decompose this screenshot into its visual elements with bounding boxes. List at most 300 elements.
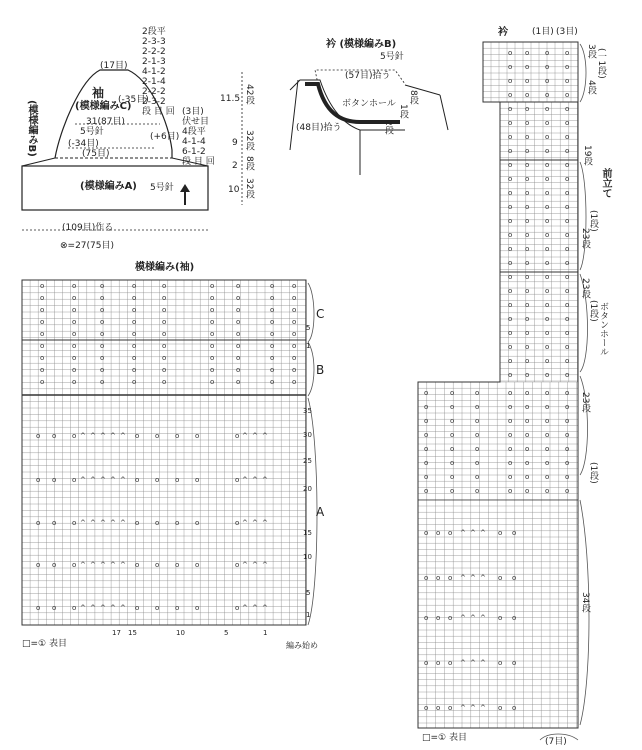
stitch-symbol: ^	[252, 561, 258, 569]
stitch-symbol: o	[72, 561, 77, 569]
stitch-symbol: o	[565, 315, 570, 323]
stitch-symbol: ^	[110, 519, 116, 527]
stitch-symbol: o	[475, 487, 480, 495]
count75: (75目)	[82, 149, 110, 159]
stitch-symbol: o	[175, 432, 180, 440]
stitch-symbol: o	[508, 357, 513, 365]
col-num: 15	[128, 629, 137, 637]
stitch-symbol: o	[235, 604, 240, 612]
stitch-symbol: o	[40, 378, 45, 386]
stitch-symbol: o	[565, 203, 570, 211]
dim-num: 9	[232, 138, 238, 148]
stitch-symbol: o	[270, 282, 275, 290]
stitch-symbol: ^	[262, 476, 268, 484]
stitch-symbol: o	[162, 366, 167, 374]
stitch-symbol: ^	[242, 561, 248, 569]
stitch-symbol: o	[36, 476, 41, 484]
stitch-symbol: o	[424, 459, 429, 467]
stitch-symbol: o	[424, 529, 429, 537]
stitch-symbol: o	[512, 574, 517, 582]
count3: (3目)	[182, 107, 204, 117]
stitch-symbol: ^	[90, 519, 96, 527]
stitch-symbol: ^	[480, 574, 486, 582]
stitch-symbol: o	[525, 301, 530, 309]
stitch-symbol: o	[424, 389, 429, 397]
stitch-symbol: o	[565, 105, 570, 113]
pattern-c-label: (模様編みC)	[75, 101, 132, 112]
stitch-symbol: o	[545, 417, 550, 425]
stitch-symbol: o	[72, 366, 77, 374]
stitch-symbol: ^	[80, 604, 86, 612]
stitch-symbol: o	[100, 342, 105, 350]
stitch-symbol: o	[508, 203, 513, 211]
stitch-symbol: ^	[110, 604, 116, 612]
stitch-symbol: o	[508, 49, 513, 57]
stitch-symbol: o	[498, 529, 503, 537]
stitch-symbol: o	[52, 561, 57, 569]
stitch-symbol: o	[36, 519, 41, 527]
collar-needle: 5号針	[380, 52, 404, 62]
stitch-symbol: o	[525, 431, 530, 439]
stitch-symbol: o	[135, 604, 140, 612]
stitch-symbol: o	[436, 614, 441, 622]
stitch-symbol: o	[36, 604, 41, 612]
row-num: 20	[303, 485, 312, 493]
stitch-symbol: o	[512, 529, 517, 537]
stitch-symbol: o	[545, 403, 550, 411]
stitch-symbol: ^	[100, 432, 106, 440]
stitch-symbol: o	[436, 704, 441, 712]
stitch-symbol: o	[72, 330, 77, 338]
stitch-symbol: ^	[480, 704, 486, 712]
stitch-symbol: o	[508, 473, 513, 481]
stitch-symbol: o	[436, 529, 441, 537]
stitch-symbol: ^	[480, 614, 486, 622]
stitch-symbol: o	[565, 301, 570, 309]
stitch-symbol: ^	[110, 432, 116, 440]
stitch-symbol: o	[508, 217, 513, 225]
stitch-symbol: o	[195, 476, 200, 484]
buttonhole-side-label: ボタンホール	[598, 302, 608, 356]
stitch-symbol: ^	[252, 604, 258, 612]
dim-rows: 8段	[244, 156, 254, 171]
col-num: 1	[263, 629, 268, 637]
stitch-symbol: o	[436, 659, 441, 667]
side-label: (1段)	[588, 300, 598, 322]
stitch-symbol: o	[448, 614, 453, 622]
stitch-symbol: o	[72, 378, 77, 386]
stitch-symbol: o	[210, 354, 215, 362]
stitch-symbol: o	[545, 217, 550, 225]
stitch-symbol: o	[72, 282, 77, 290]
stitch-symbol: o	[565, 217, 570, 225]
stitch-symbol: o	[100, 366, 105, 374]
stitch-symbol: o	[450, 487, 455, 495]
stitch-symbol: o	[508, 403, 513, 411]
stitch-symbol: o	[475, 431, 480, 439]
sleeve-title: 袖	[92, 86, 105, 100]
stitch-symbol: o	[545, 431, 550, 439]
stitch-symbol: o	[292, 330, 297, 338]
stitch-symbol: o	[40, 354, 45, 362]
stitch-symbol: o	[424, 487, 429, 495]
stitch-symbol: o	[525, 63, 530, 71]
stitch-symbol: o	[40, 342, 45, 350]
stitch-symbol: o	[72, 294, 77, 302]
side-label: 4段	[586, 80, 596, 95]
stitch-symbol: o	[545, 473, 550, 481]
stitch-symbol: o	[475, 473, 480, 481]
stitch-symbol: o	[545, 445, 550, 453]
stitch-symbol: o	[545, 91, 550, 99]
stitch-symbol: o	[236, 282, 241, 290]
stitch-symbol: o	[100, 306, 105, 314]
front-collar-label: 衿	[498, 27, 508, 38]
stitch-symbol: o	[72, 476, 77, 484]
stitch-symbol: o	[508, 133, 513, 141]
stitch-symbol: ^	[252, 432, 258, 440]
stitch-symbol: o	[565, 343, 570, 351]
stitch-symbol: o	[545, 175, 550, 183]
stitch-symbol: o	[270, 306, 275, 314]
fuse-label: 伏せ目	[182, 117, 210, 127]
stitch-symbol: o	[545, 203, 550, 211]
stitch-symbol: o	[525, 105, 530, 113]
stitch-symbol: ^	[470, 659, 476, 667]
stitch-symbol: o	[475, 403, 480, 411]
stitch-symbol: o	[545, 357, 550, 365]
stitch-symbol: ^	[80, 476, 86, 484]
stitch-symbol: ^	[470, 529, 476, 537]
circle-note: ⊗=27(75目)	[60, 241, 115, 251]
stitch-symbol: o	[175, 519, 180, 527]
stitch-symbol: o	[508, 105, 513, 113]
stitch-symbol: ^	[120, 561, 126, 569]
stitch-symbol: o	[545, 329, 550, 337]
stitch-symbol: ^	[242, 519, 248, 527]
stitch-symbol: o	[508, 231, 513, 239]
stitch-symbol: ^	[460, 574, 466, 582]
stitch-symbol: o	[292, 366, 297, 374]
stitch-symbol: o	[565, 245, 570, 253]
stitch-symbol: ^	[242, 476, 248, 484]
col-num: 10	[176, 629, 185, 637]
stitch-symbol: o	[210, 306, 215, 314]
stitch-symbol: o	[235, 561, 240, 569]
row-num: 30	[303, 431, 312, 439]
stitch-symbol: o	[508, 119, 513, 127]
stitch-symbol: o	[424, 445, 429, 453]
side-label: 23段	[580, 392, 590, 413]
stitch-symbol: o	[545, 77, 550, 85]
stitch-symbol: o	[270, 294, 275, 302]
stitch-symbol: o	[565, 473, 570, 481]
stitch-symbol: o	[525, 147, 530, 155]
stitch-symbol: o	[292, 342, 297, 350]
stitch-symbol: o	[436, 574, 441, 582]
stitch-symbol: o	[100, 354, 105, 362]
front-count3: (3目)	[556, 27, 578, 37]
row-num: 10	[303, 553, 312, 561]
stitch-symbol: o	[565, 371, 570, 379]
stitch-symbol: o	[545, 273, 550, 281]
stitch-symbol: o	[448, 704, 453, 712]
side-label: 34段	[580, 592, 590, 613]
stitch-symbol: o	[508, 371, 513, 379]
stitch-symbol: o	[525, 119, 530, 127]
stitch-symbol: o	[525, 175, 530, 183]
stitch-symbol: o	[235, 476, 240, 484]
stitch-symbol: o	[210, 366, 215, 374]
stitch-symbol: o	[162, 342, 167, 350]
front-band-label: 前立て	[600, 168, 611, 198]
stitch-symbol: o	[565, 287, 570, 295]
front-bottom-count: (7目)	[545, 737, 567, 747]
pick57-label: (57目)拾う	[345, 71, 391, 81]
stitch-symbol: ^	[470, 614, 476, 622]
stitch-symbol: o	[565, 175, 570, 183]
stitch-symbol: o	[448, 659, 453, 667]
stitch-symbol: o	[450, 445, 455, 453]
stitch-symbol: o	[525, 417, 530, 425]
col-num: 17	[112, 629, 121, 637]
stitch-symbol: o	[508, 329, 513, 337]
stitch-symbol: ^	[460, 529, 466, 537]
stitch-symbol: o	[508, 147, 513, 155]
row-num: 5	[306, 589, 311, 597]
stitch-symbol: o	[525, 487, 530, 495]
rows2-label: 2段	[383, 120, 393, 135]
stitch-symbol: o	[448, 574, 453, 582]
count31: 31(87目)	[86, 117, 125, 127]
col-num: 5	[224, 629, 229, 637]
stitch-symbol: o	[450, 431, 455, 439]
stitch-symbol: o	[292, 354, 297, 362]
stitch-symbol: o	[236, 366, 241, 374]
stitch-symbol: o	[424, 431, 429, 439]
stitch-symbol: ^	[262, 561, 268, 569]
stitch-symbol: o	[512, 704, 517, 712]
stitch-symbol: o	[508, 417, 513, 425]
stitch-symbol: o	[545, 147, 550, 155]
stitch-symbol: o	[36, 432, 41, 440]
stitch-symbol: o	[40, 282, 45, 290]
dim-num: 10	[228, 185, 240, 195]
dim-rows: 42段	[244, 84, 254, 105]
side-label: (1段)	[588, 462, 598, 484]
stitch-symbol: o	[132, 306, 137, 314]
stitch-symbol: o	[100, 318, 105, 326]
stitch-symbol: o	[525, 161, 530, 169]
stitch-symbol: o	[40, 330, 45, 338]
stitch-symbol: o	[236, 306, 241, 314]
stitch-symbol: o	[508, 175, 513, 183]
stitch-symbol: o	[508, 301, 513, 309]
stitch-symbol: o	[235, 519, 240, 527]
chart-label-a: A	[316, 505, 325, 519]
stitch-symbol: ^	[100, 519, 106, 527]
stitch-symbol: ^	[460, 704, 466, 712]
stitch-symbol: ^	[120, 432, 126, 440]
stitch-symbol: o	[52, 476, 57, 484]
stitch-symbol: o	[545, 231, 550, 239]
stitch-symbol: o	[498, 704, 503, 712]
side-label: 23段	[580, 278, 590, 299]
needle-label: 5号針	[150, 183, 174, 193]
stitch-symbol: o	[508, 487, 513, 495]
stitch-symbol: o	[424, 574, 429, 582]
stitch-symbol: o	[475, 417, 480, 425]
stitch-symbol: o	[175, 604, 180, 612]
stitch-symbol: o	[450, 459, 455, 467]
stitch-symbol: o	[175, 561, 180, 569]
stitch-symbol: ^	[100, 476, 106, 484]
stitch-symbol: o	[525, 217, 530, 225]
stitch-symbol: o	[195, 432, 200, 440]
stitch-symbol: o	[52, 519, 57, 527]
stitch-symbol: o	[545, 371, 550, 379]
stitch-symbol: ^	[120, 476, 126, 484]
side-label: 3段	[586, 44, 596, 59]
stitch-symbol: o	[270, 330, 275, 338]
stitch-symbol: o	[545, 161, 550, 169]
stitch-symbol: o	[135, 561, 140, 569]
stitch-symbol: o	[545, 315, 550, 323]
stitch-symbol: o	[162, 282, 167, 290]
stitch-symbol: o	[545, 105, 550, 113]
stitch-symbol: o	[565, 189, 570, 197]
stitch-symbol: o	[236, 342, 241, 350]
stitch-symbol: o	[236, 318, 241, 326]
stitch-symbol: o	[270, 378, 275, 386]
stitch-symbol: o	[525, 203, 530, 211]
stitch-symbol: o	[512, 659, 517, 667]
stitch-symbol: o	[135, 519, 140, 527]
pattern-a-label: (模様編みA)	[80, 181, 137, 192]
stitch-symbol: o	[565, 161, 570, 169]
stitch-symbol: o	[40, 366, 45, 374]
stitch-symbol: o	[162, 306, 167, 314]
stitch-symbol: o	[270, 342, 275, 350]
stitch-symbol: o	[525, 189, 530, 197]
stitch-symbol: o	[565, 63, 570, 71]
stitch-symbol: o	[236, 294, 241, 302]
stitch-symbol: o	[525, 273, 530, 281]
stitch-symbol: o	[40, 318, 45, 326]
count109: (109目)作る	[62, 223, 114, 233]
stitch-symbol: o	[508, 77, 513, 85]
stitch-symbol: ^	[262, 604, 268, 612]
stitch-symbol: o	[525, 445, 530, 453]
stitch-symbol: ^	[262, 432, 268, 440]
stitch-symbol: o	[100, 282, 105, 290]
stitch-symbol: o	[508, 445, 513, 453]
minus35: (-35目)	[118, 95, 149, 105]
stitch-symbol: o	[508, 259, 513, 267]
pattern-b-label: (模様編みB)	[26, 100, 37, 157]
row-num: 1	[306, 611, 311, 619]
stitch-symbol: o	[525, 133, 530, 141]
stitch-symbol: o	[132, 318, 137, 326]
stitch-symbol: o	[498, 574, 503, 582]
stitch-symbol: o	[40, 294, 45, 302]
stitch-symbol: o	[100, 378, 105, 386]
stitch-symbol: o	[508, 287, 513, 295]
stitch-symbol: o	[270, 354, 275, 362]
stitch-symbol: ^	[80, 561, 86, 569]
row-num: 35	[303, 407, 312, 415]
stitch-symbol: o	[525, 77, 530, 85]
stitch-symbol: o	[162, 330, 167, 338]
stitch-symbol: o	[525, 91, 530, 99]
stitch-symbol: o	[565, 329, 570, 337]
stitch-symbol: o	[565, 77, 570, 85]
stitch-symbol: o	[565, 417, 570, 425]
rows1-label: 1段	[398, 104, 408, 119]
stitch-symbol: o	[210, 318, 215, 326]
stitch-symbol: ^	[470, 574, 476, 582]
stitch-symbol: o	[508, 431, 513, 439]
stitch-symbol: ^	[120, 604, 126, 612]
stitch-symbol: o	[424, 704, 429, 712]
stitch-symbol: ^	[100, 561, 106, 569]
stitch-symbol: o	[525, 329, 530, 337]
stitch-symbol: o	[36, 561, 41, 569]
stitch-symbol: o	[508, 459, 513, 467]
stitch-symbol: ^	[90, 561, 96, 569]
stitch-symbol: o	[236, 354, 241, 362]
stitch-symbol: ^	[90, 432, 96, 440]
stitch-symbol: o	[475, 445, 480, 453]
stitch-symbol: o	[162, 378, 167, 386]
stitch-symbol: o	[132, 330, 137, 338]
stitch-symbol: o	[508, 189, 513, 197]
stitch-symbol: o	[132, 378, 137, 386]
stitch-symbol: o	[72, 342, 77, 350]
chart-label-c: C	[316, 307, 325, 321]
stitch-symbol: o	[525, 389, 530, 397]
side-label: (1段)	[588, 210, 598, 232]
minus34: (-34目)	[68, 139, 99, 149]
collar-title: 衿 (模様編みB)	[326, 39, 397, 50]
stitch-symbol: o	[210, 282, 215, 290]
stitch-symbol: o	[545, 189, 550, 197]
stitch-symbol: o	[525, 357, 530, 365]
stitch-symbol: o	[162, 294, 167, 302]
sleeve-legend: □=① 表目	[22, 639, 67, 649]
stitch-symbol: o	[132, 366, 137, 374]
stitch-symbol: o	[135, 476, 140, 484]
stitch-symbol: o	[565, 231, 570, 239]
stitch-symbol: o	[565, 259, 570, 267]
stitch-symbol: o	[545, 245, 550, 253]
side-label: 23段	[580, 228, 590, 249]
stitch-symbol: o	[525, 343, 530, 351]
stitch-symbol: ^	[252, 476, 258, 484]
stitch-symbol: ^	[110, 561, 116, 569]
chart-label-b: B	[316, 363, 325, 377]
stitch-symbol: o	[100, 330, 105, 338]
row-num: 1	[306, 342, 311, 350]
stitch-symbol: o	[565, 431, 570, 439]
stitch-symbol: o	[155, 432, 160, 440]
stitch-symbol: ^	[242, 432, 248, 440]
stitch-symbol: o	[72, 306, 77, 314]
stitch-symbol: ^	[242, 604, 248, 612]
stitch-symbol: o	[508, 389, 513, 397]
decrease-table: 2段平 2-3-3 2-2-2 2-1-3 4-1-2 2-1-4 2-2-2 2-3-2 段 目 回	[142, 27, 175, 117]
stitch-symbol: o	[565, 49, 570, 57]
